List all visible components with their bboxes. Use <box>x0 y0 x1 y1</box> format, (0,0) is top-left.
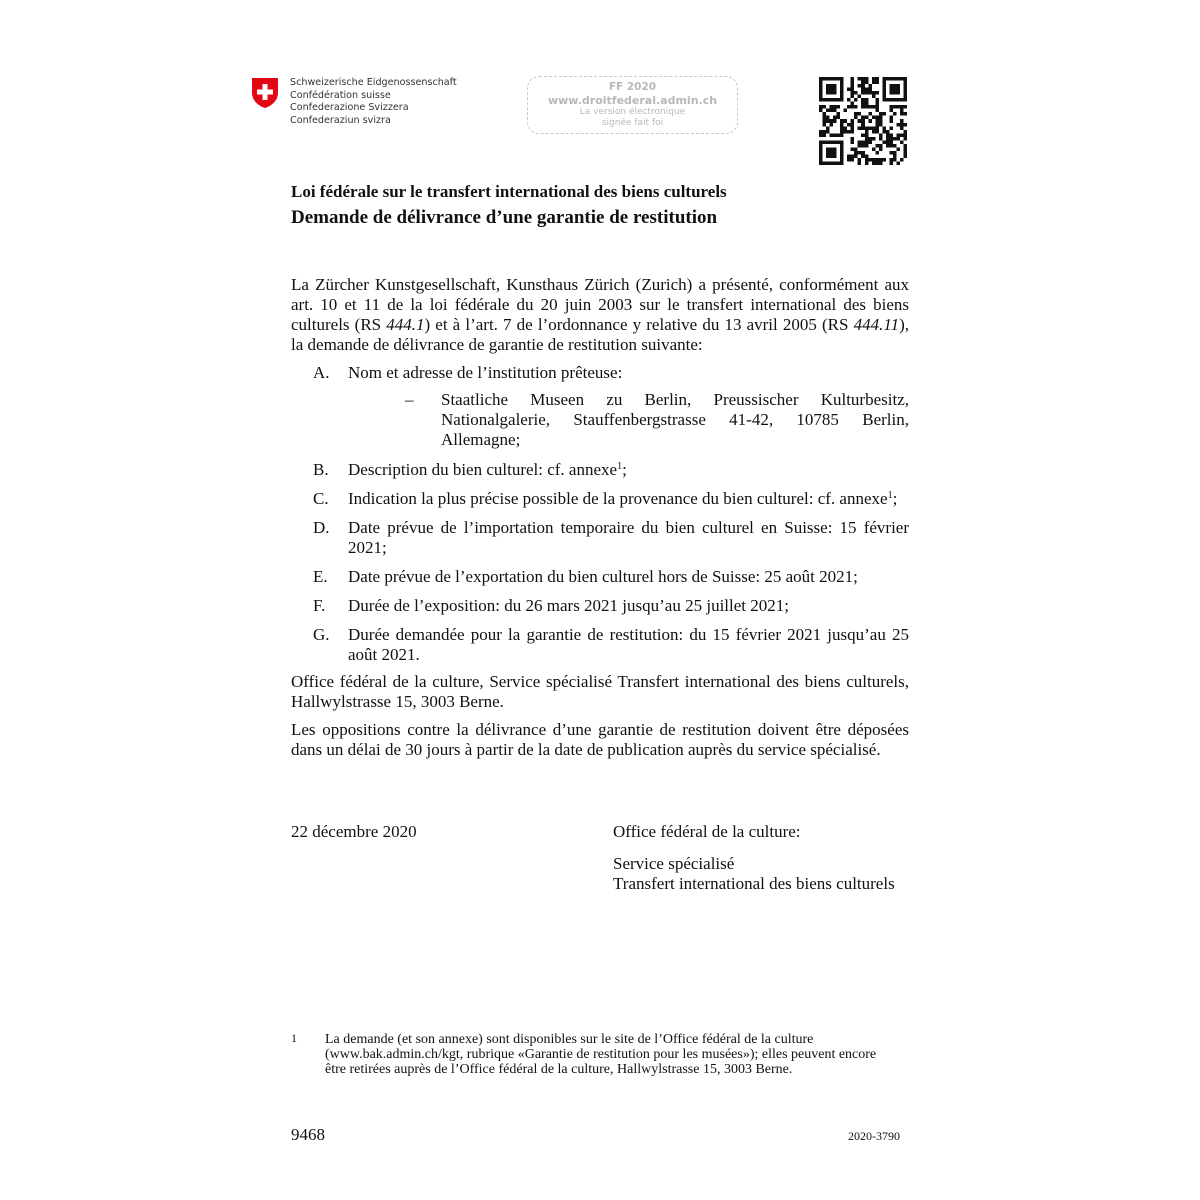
list-item-text: Durée de l’exposition: du 26 mars 2021 jusqu’au 25 juillet 2021; <box>348 596 789 615</box>
intro-text-1: La Zürcher Kunstgesellschaft, Kunsthaus Zürich (Zurich) a présenté, conformément aux art. 10 et 11 de la loi fédérale du 20 juin 2003 sur le transfert international des biens culturels (RS <box>291 275 909 334</box>
signature-service-2: Transfert international des biens culturels <box>613 874 895 893</box>
signature-service-1: Service spécialisé <box>613 854 735 873</box>
agency-line-rm: Confederaziun svizra <box>290 114 391 126</box>
stamp-url: www.droitfederal.admin.ch <box>547 94 718 107</box>
document-title: Demande de délivrance d’une garantie de restitution <box>291 207 718 228</box>
list-item-punctuation: ; <box>892 489 898 508</box>
law-title: Loi fédérale sur le transfert international des biens culturels <box>291 182 727 201</box>
signature-office: Office fédéral de la culture: <box>613 822 801 841</box>
list-item-letter: C. <box>313 489 329 508</box>
list-item-text: Date prévue de l’exportation du bien culturel hors de Suisse: 25 août 2021; <box>348 567 858 586</box>
stamp-note-1: La version électronique <box>579 107 686 117</box>
list-item-letter: D. <box>313 518 330 537</box>
intro-reference-1: 444.1 <box>386 315 425 334</box>
list-item-text: Description du bien culturel: cf. annexe <box>348 460 618 479</box>
footnote-reference: 1 <box>617 461 623 472</box>
swiss-coat-of-arms-icon <box>251 77 279 109</box>
list-item-text: Durée demandée pour la garantie de restitution: du 15 février 2021 jusqu’au 25 août 2021. <box>348 625 909 664</box>
lender-address: Staatliche Museen zu Berlin, Preussischer Kulturbesitz, Nationalgalerie, Stauffenbergstrasse 41-42, 10785 Berlin, Allemagne; <box>441 390 909 449</box>
stamp-note-2: signée fait foi <box>601 118 664 128</box>
publication-date: 22 décembre 2020 <box>291 822 417 841</box>
list-item <box>291 518 909 558</box>
document-id: 2020-3790 <box>848 1129 900 1143</box>
list-item-text: Date prévue de l’importation temporaire du bien culturel en Suisse: 15 février 2021; <box>348 518 909 557</box>
publication-stamp <box>527 76 738 134</box>
lender-entry <box>348 390 909 450</box>
list-item <box>291 567 909 587</box>
list-item <box>291 625 909 665</box>
qr-code-icon <box>819 77 907 165</box>
request-items-list <box>291 363 909 665</box>
opposition-paragraph: Les oppositions contre la délivrance d’une garantie de restitution doivent être déposées dans un délai de 30 jours à partir de la date de publication auprès du service spécialisé. <box>291 720 909 759</box>
list-item-letter: G. <box>313 625 330 644</box>
intro-reference-2: 444.11 <box>853 315 900 334</box>
footnote-number: 1 <box>291 1031 297 1045</box>
list-item <box>291 460 909 480</box>
list-item-letter: F. <box>313 596 326 615</box>
list-item <box>291 596 909 616</box>
office-address-paragraph: Office fédéral de la culture, Service spécialisé Transfert international des biens culturels, Hallwylstrasse 15, 3003 Berne. <box>291 672 909 711</box>
page-number: 9468 <box>291 1125 325 1144</box>
list-item-letter: B. <box>313 460 329 479</box>
list-item <box>291 489 909 509</box>
list-item-text: Indication la plus précise possible de la provenance du bien culturel: cf. annexe <box>348 489 888 508</box>
list-item-letter: E. <box>313 567 328 586</box>
signature-block <box>613 822 895 894</box>
list-item-punctuation: ; <box>622 460 627 479</box>
footnote-reference: 1 <box>887 490 893 501</box>
footnote-text: La demande (et son annexe) sont disponibles sur le site de l’Office fédéral de la culture (www.bak.admin.ch/kgt, rubrique «Garantie de restitution pour les musées»); elles peuvent encore être retirées auprès de l’Office fédéral de la culture, Hallwylstrasse 15, 3003 Berne. <box>325 1032 877 1077</box>
agency-line-fr: Confédération suisse <box>290 89 391 101</box>
list-item-text: Nom et adresse de l’institution prêteuse: <box>348 363 623 382</box>
intro-text-3: ), la demande de délivrance de garantie de restitution suivante: <box>291 315 909 354</box>
agency-line-it: Confederazione Svizzera <box>290 102 409 114</box>
stamp-edition: FF 2020 <box>608 81 657 93</box>
intro-text-2: ) et à l’art. 7 de l’ordonnance y relative du 13 avril 2005 (RS <box>424 315 854 334</box>
agency-name <box>290 77 457 127</box>
document-body <box>291 275 909 768</box>
list-item <box>291 363 909 450</box>
agency-line-de: Schweizerische Eidgenossenschaft <box>290 77 457 88</box>
list-item-letter: A. <box>313 363 330 382</box>
intro-paragraph <box>291 275 909 355</box>
list-dash: – <box>405 390 414 409</box>
